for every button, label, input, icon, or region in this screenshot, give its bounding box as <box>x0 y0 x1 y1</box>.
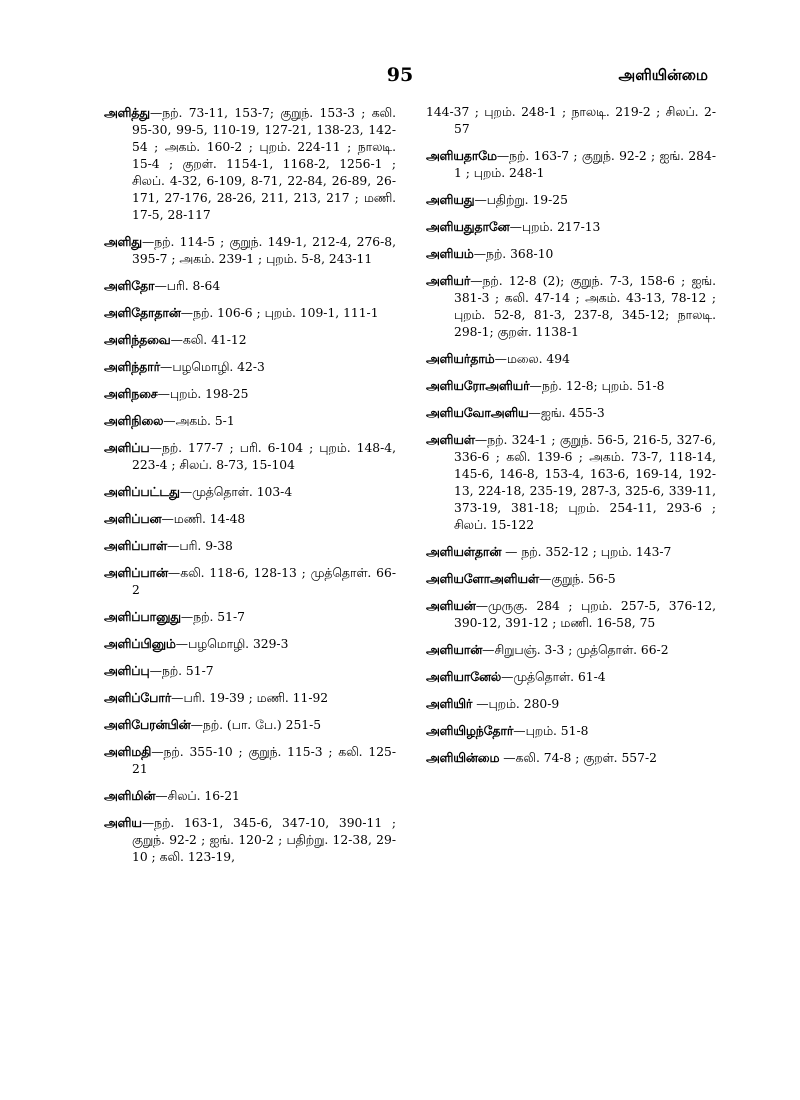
entry-references: —நற். 324-1 ; குறுந். 56-5, 216-5, 327-6, 336-6 ; கலி. 139-6 ; அகம். 73-7, 118-14, 145-6, 146-8, 153-4, 163-6, 169-14, 192-13, 224-18, 235-19, 287-3, 325-6, 339-11, 373-19, 381-18; புறம். 254-11, 293-6 ; சிலப். 15-122 <box>454 433 716 532</box>
entry-references: —புறம். 217-13 <box>509 220 601 234</box>
entry-references: —நற். 163-7 ; குறுந். 92-2 ; ஐங். 284-1 ; புறம். 248-1 <box>454 149 716 180</box>
entry-references: —சிலப். 16-21 <box>155 789 240 803</box>
entry-headword: அளிப்பினும் <box>104 636 176 651</box>
entry-headword: அளியது <box>426 192 475 207</box>
entry-references: —பரி. 9-38 <box>167 539 233 553</box>
index-entry <box>426 191 716 209</box>
index-entry <box>426 272 716 341</box>
entry-headword: அளியம் <box>426 246 474 261</box>
index-entry <box>104 635 396 653</box>
index-entry <box>426 245 716 263</box>
index-entry <box>104 277 396 295</box>
index-entry <box>426 104 716 138</box>
running-head: அளியின்மை <box>618 66 708 84</box>
entry-headword: அளியளோஅளியள் <box>426 571 539 586</box>
index-entry <box>426 404 716 422</box>
entry-headword: அளிப்பன <box>104 511 162 526</box>
left-column <box>104 104 396 875</box>
entry-headword: அளிநிலை <box>104 413 164 428</box>
entry-headword: அளிப்ப <box>104 440 150 455</box>
entry-references: —குறுந். 56-5 <box>538 572 616 586</box>
entry-references: —பதிற்று. 19-25 <box>474 193 568 207</box>
page-number: 95 <box>386 64 414 86</box>
entry-references: —நற். 355-10 ; குறுந். 115-3 ; கலி. 125-21 <box>132 745 396 776</box>
entry-headword: அளித்து <box>104 105 150 120</box>
entry-references: —ஐங். 455-3 <box>528 406 605 420</box>
index-entry <box>426 377 716 395</box>
entry-headword: அளிமதி <box>104 744 152 759</box>
right-column <box>426 104 716 776</box>
index-entry <box>104 716 396 734</box>
entry-references: —நற். 51-7 <box>180 610 245 624</box>
entry-headword: அளியரோஅளியர் <box>426 378 530 393</box>
entry-headword: அளியன் <box>426 598 476 613</box>
index-entry <box>426 570 716 588</box>
index-entry <box>104 564 396 599</box>
entry-headword: அளியள்தான் <box>426 544 502 559</box>
entry-headword: அளியர்தாம் <box>426 351 495 366</box>
index-entry <box>426 722 716 740</box>
entry-references: —முத்தொள். 103-4 <box>179 485 293 499</box>
index-entry <box>104 412 396 430</box>
index-entry <box>104 304 396 322</box>
entry-headword: அளிப்பட்டது <box>104 484 180 499</box>
entry-references: —பரி. 8-64 <box>154 279 221 293</box>
index-entry <box>426 641 716 659</box>
entry-headword: அளியர் <box>426 273 471 288</box>
entry-headword: அளியவோஅளிய <box>426 405 529 420</box>
entry-headword: அளியதாமே <box>426 148 497 163</box>
entry-references: —சிறுபஞ். 3-3 ; முத்தொள். 66-2 <box>482 643 669 657</box>
entry-headword: அளிப்பாள் <box>104 538 168 553</box>
entry-references: —நற். 114-5 ; குறுந். 149-1, 212-4, 276-8, 395-7 ; அகம். 239-1 ; புறம். 5-8, 243-11 <box>132 235 396 266</box>
entry-headword: அளியிர் <box>426 696 473 711</box>
entry-references: —மலை. 494 <box>494 352 570 366</box>
index-entry <box>104 331 396 349</box>
entry-headword: அளியின்மை <box>426 750 500 765</box>
entry-headword: அளிமின் <box>104 788 156 803</box>
index-entry <box>426 218 716 236</box>
entry-references: —முருகு. 284 ; புறம். 257-5, 376-12, 390-12, 391-12 ; மணி. 16-58, 75 <box>454 599 716 630</box>
entry-headword: அளியான் <box>426 642 483 657</box>
entry-references: —அகம். 5-1 <box>163 414 235 428</box>
entry-references: —முத்தொள். 61-4 <box>501 670 606 684</box>
entry-references: 144-37 ; புறம். 248-1 ; நாலடி. 219-2 ; சிலப். 2-57 <box>426 105 716 136</box>
index-entry <box>426 749 716 767</box>
index-entry <box>104 787 396 805</box>
entry-references: —நற். 73-11, 153-7; குறுந். 153-3 ; கலி. 95-30, 99-5, 110-19, 127-21, 138-23, 142-54 ; அகம். 160-2 ; புறம். 224-11 ; நாலடி. 15-4 ; குறள். 1154-1, 1168-2, 1256-1 ; சிலப். 4-32, 6-109, 8-71, 22-84, 26-89, 26-171, 27-176, 28-26, 211, 213, 217 ; மணி. 17-5, 28-117 <box>132 106 396 222</box>
entry-references: —நற். 106-6 ; புறம். 109-1, 111-1 <box>180 306 379 320</box>
index-entry <box>426 597 716 632</box>
entry-headword: அளிய <box>104 815 142 830</box>
entry-headword: அளிந்தவை <box>104 332 171 347</box>
index-entry <box>104 358 396 376</box>
entry-references: —நற். 368-10 <box>473 247 554 261</box>
index-entry <box>104 439 396 474</box>
entry-references: —நற். (பா. பே.) 251-5 <box>190 718 322 732</box>
entry-headword: அளியதுதானே <box>426 219 510 234</box>
entry-references: —பரி. 19-39 ; மணி. 11-92 <box>171 691 329 705</box>
index-entry <box>426 431 716 534</box>
entry-references: —புறம். 51-8 <box>513 724 589 738</box>
index-entry <box>426 350 716 368</box>
entry-headword: அளிதோ <box>104 278 155 293</box>
index-entry <box>104 608 396 626</box>
entry-references: —மணி. 14-48 <box>161 512 246 526</box>
entry-references: —நற். 12-8 (2); குறுந். 7-3, 158-6 ; ஐங். 381-3 ; கலி. 47-14 ; அகம். 43-13, 78-12 ; புறம். 52-8, 81-3, 237-8, 345-12; நாலடி. 298-1; குறள். 1138-1 <box>454 274 716 339</box>
entry-references: —புறம். 280-9 <box>472 697 560 711</box>
index-entry <box>104 689 396 707</box>
index-entry <box>104 510 396 528</box>
entry-headword: அளிந்தார் <box>104 359 161 374</box>
index-entry <box>104 537 396 555</box>
index-entry <box>104 104 396 224</box>
index-entry <box>104 233 396 268</box>
entry-references: —பழமொழி. 42-3 <box>160 360 265 374</box>
entry-headword: அளியள் <box>426 432 475 447</box>
index-entry <box>104 743 396 778</box>
entry-references: —பழமொழி. 329-3 <box>175 637 289 651</box>
entry-headword: அளிபேரன்பின் <box>104 717 191 732</box>
index-entry <box>426 695 716 713</box>
index-entry <box>426 543 716 561</box>
entry-references: —நற். 163-1, 345-6, 347-10, 390-11 ; குறுந். 92-2 ; ஐங். 120-2 ; பதிற்று. 12-38, 29-10 ; கலி. 123-19, <box>132 816 396 864</box>
entry-headword: அளிப்பானுது <box>104 609 181 624</box>
index-entry <box>104 662 396 680</box>
entry-headword: அளிதோதான் <box>104 305 181 320</box>
entry-references: —நற். 51-7 <box>149 664 214 678</box>
entry-headword: அளியானேல் <box>426 669 502 684</box>
entry-headword: அளிநசை <box>104 386 158 401</box>
index-entry <box>104 483 396 501</box>
entry-references: —கலி. 118-6, 128-13 ; முத்தொள். 66-2 <box>132 566 396 597</box>
entry-references: —கலி. 41-12 <box>170 333 247 347</box>
entry-references: —நற். 177-7 ; பரி. 6-104 ; புறம். 148-4, 223-4 ; சிலப். 8-73, 15-104 <box>132 441 396 472</box>
entry-headword: அளிப்போர் <box>104 690 172 705</box>
entry-references: —நற். 12-8; புறம். 51-8 <box>529 379 665 393</box>
index-entry <box>426 668 716 686</box>
entry-references: — நற். 352-12 ; புறம். 143-7 <box>501 545 672 559</box>
index-entry <box>104 385 396 403</box>
entry-headword: அளியிழந்தோர் <box>426 723 514 738</box>
entry-headword: அளிப்பு <box>104 663 150 678</box>
index-entry <box>104 814 396 866</box>
index-entry <box>426 147 716 182</box>
entry-headword: அளிப்பான் <box>104 565 168 580</box>
entry-headword: அளிது <box>104 234 142 249</box>
entry-references: —புறம். 198-25 <box>157 387 249 401</box>
entry-references: —கலி. 74-8 ; குறள். 557-2 <box>499 751 657 765</box>
